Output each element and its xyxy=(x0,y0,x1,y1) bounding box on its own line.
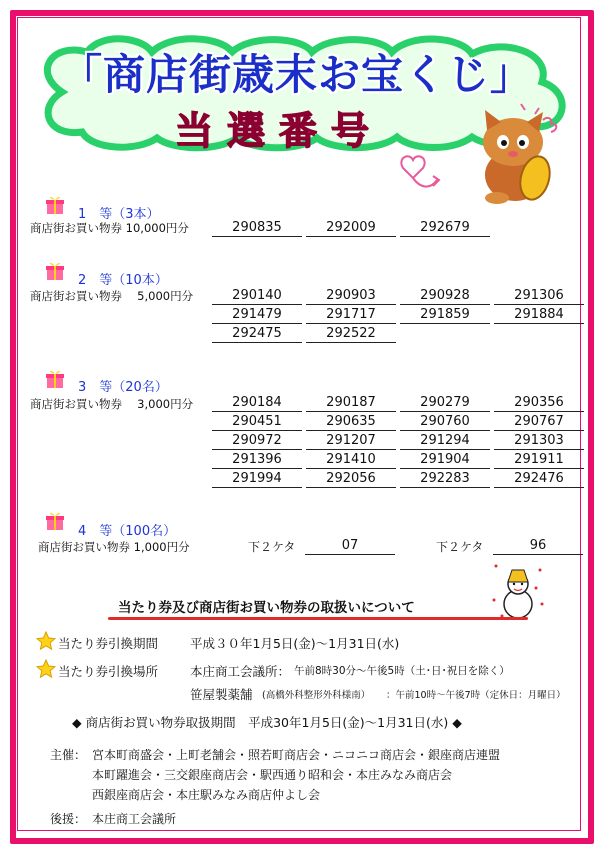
page-subtitle: 当選番号 xyxy=(175,109,384,153)
winning-number: 291306 xyxy=(494,287,584,305)
gift-icon xyxy=(44,368,66,390)
winning-number: 290279 xyxy=(400,394,490,412)
winning-number: 291994 xyxy=(212,470,302,488)
winning-number: 292476 xyxy=(494,470,584,488)
winning-number: 290835 xyxy=(212,219,302,237)
winning-number: 290451 xyxy=(212,413,302,431)
winning-number: 290903 xyxy=(306,287,396,305)
prize-1-voucher: 商店街お買い物券 10,000円分 xyxy=(30,221,189,235)
winning-number: 291410 xyxy=(306,451,396,469)
winning-number: 290635 xyxy=(306,413,396,431)
lucky-cat-icon xyxy=(465,100,575,205)
place2-hours: ：午前10時～午後7時（定休日：月曜日） xyxy=(386,690,566,701)
prize-2-voucher: 商店街お買い物券 5,000円分 xyxy=(30,289,194,303)
last-two-digits-value: 07 xyxy=(305,537,395,555)
winning-number: 291884 xyxy=(494,306,584,324)
winning-number: 290356 xyxy=(494,394,584,412)
last-two-digits-label: 下２ケタ xyxy=(436,540,484,554)
place2-note: (高橋外科整形外科様南） xyxy=(262,690,371,701)
winning-number: 292522 xyxy=(306,325,396,343)
winning-number: 291479 xyxy=(212,306,302,324)
host-line-3: 西銀座商店会・本庄駅みなみ商店仲よし会 xyxy=(92,788,321,802)
gift-icon xyxy=(44,194,66,216)
last-two-digits-value: 96 xyxy=(493,537,583,555)
winning-number: 290972 xyxy=(212,432,302,450)
exchange-period-label: 当たり券引換期間 xyxy=(58,636,159,651)
prize-3-rank: 3 等（20名） xyxy=(78,380,168,395)
notice-underline xyxy=(108,617,528,620)
winning-number: 290140 xyxy=(212,287,302,305)
prize-1-rank: 1 等（3本） xyxy=(78,207,160,222)
star-icon xyxy=(36,631,56,651)
notice-title: 当たり券及び商店街お買い物券の取扱いについて xyxy=(118,600,415,616)
host-line-1: 宮本町商盛会・上町老舗会・照若町商店会・ニコニコ商店会・銀座商店連盟 xyxy=(92,748,501,762)
winning-number: 291303 xyxy=(494,432,584,450)
winning-number: 291911 xyxy=(494,451,584,469)
support-value: 本庄商工会議所 xyxy=(92,812,177,826)
winning-number: 291396 xyxy=(212,451,302,469)
winning-number: 290928 xyxy=(400,287,490,305)
winning-number: 292679 xyxy=(400,219,490,237)
winning-number: 292475 xyxy=(212,325,302,343)
support-label: 後援： xyxy=(50,812,87,826)
gift-icon xyxy=(44,510,66,532)
snowman-icon xyxy=(488,560,548,622)
winning-number: 291207 xyxy=(306,432,396,450)
last-two-digits-label: 下２ケタ xyxy=(248,540,296,554)
place1-name: 本庄商工会議所： xyxy=(190,664,291,679)
winning-number: 290184 xyxy=(212,394,302,412)
prize-3-voucher: 商店街お買い物券 3,000円分 xyxy=(30,397,194,411)
heart-swirl-icon xyxy=(395,148,445,193)
winning-number: 291294 xyxy=(400,432,490,450)
prize-2-rank: 2 等（10本） xyxy=(78,273,168,288)
winning-number: 292283 xyxy=(400,470,490,488)
gift-icon xyxy=(44,260,66,282)
page-title: 「商店街歳末お宝くじ」 xyxy=(60,50,534,99)
winning-number: 291904 xyxy=(400,451,490,469)
prize-4-rank: 4 等（100名） xyxy=(78,524,177,539)
winning-number: 291859 xyxy=(400,306,490,324)
winning-number: 291717 xyxy=(306,306,396,324)
voucher-handling-period: ◆ 商店街お買い物券取扱期間 平成30年1月5日(金)～1月31日(水) ◆ xyxy=(72,715,462,730)
place2-name: 笹屋製薬舗 xyxy=(190,687,253,702)
place1-hours: 午前8時30分～午後5時（土･日･祝日を除く） xyxy=(294,665,510,677)
winning-number: 290187 xyxy=(306,394,396,412)
winning-number: 292056 xyxy=(306,470,396,488)
exchange-place-label: 当たり券引換場所 xyxy=(58,664,159,679)
winning-number: 292009 xyxy=(306,219,396,237)
host-line-2: 本町躍進会・三交銀座商店会・駅西通り昭和会・本庄みなみ商店会 xyxy=(92,768,453,782)
exchange-period-value: 平成３０年1月5日(金)～1月31日(水) xyxy=(190,636,400,651)
prize-4-voucher: 商店街お買い物券 1,000円分 xyxy=(38,540,190,554)
winning-number: 290760 xyxy=(400,413,490,431)
host-label: 主催： xyxy=(50,748,87,762)
star-icon xyxy=(36,659,56,679)
winning-number: 290767 xyxy=(494,413,584,431)
